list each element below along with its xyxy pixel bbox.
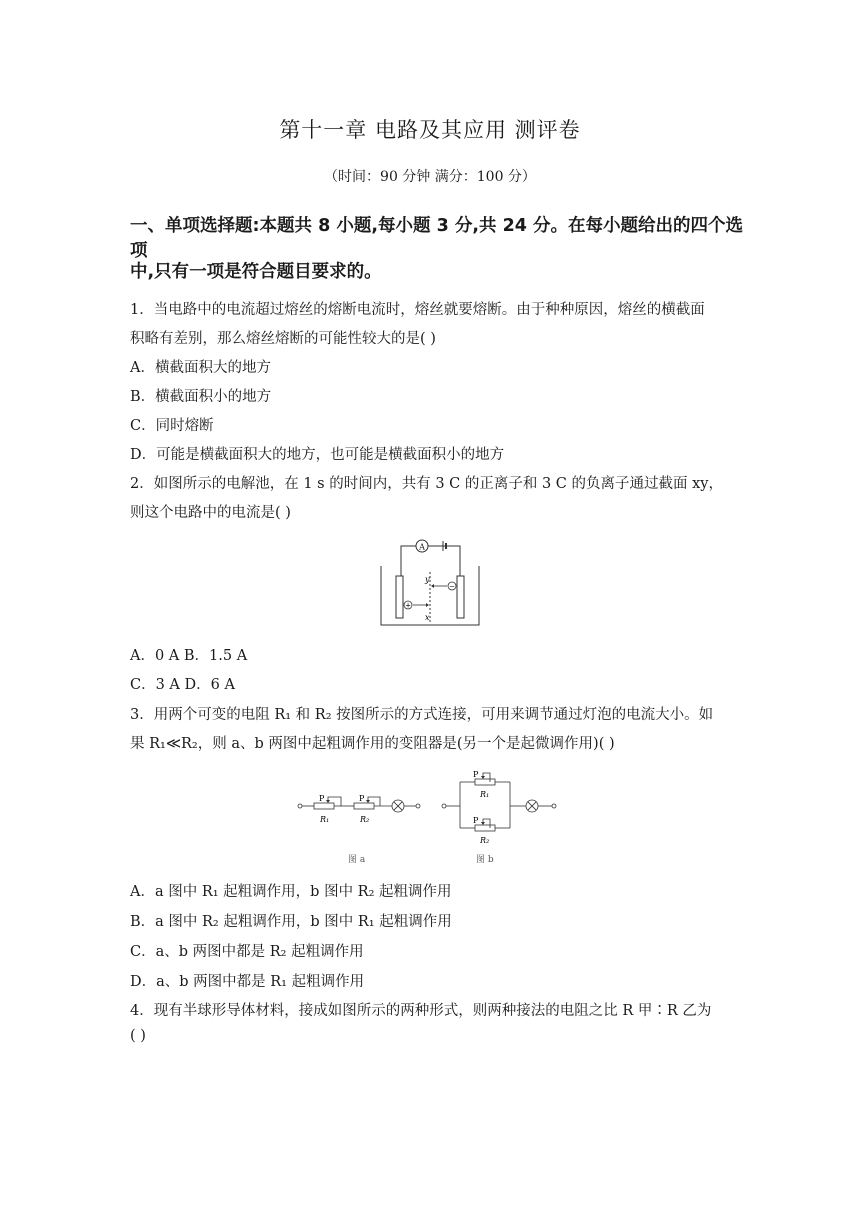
q4-stem-line2: ( ) bbox=[130, 1028, 146, 1044]
rheostat-r2-icon bbox=[354, 803, 374, 809]
svg-text:P: P bbox=[473, 770, 479, 779]
svg-text:图 a: 图 a bbox=[348, 855, 366, 865]
q2-stem-line2: 则这个电路中的电流是( ) bbox=[130, 505, 291, 521]
q1-stem-line1: 1．当电路中的电流超过熔丝的熔断电流时，熔丝就要熔断。由于种种原因，熔丝的横截面 bbox=[130, 302, 705, 318]
svg-text:x: x bbox=[425, 613, 430, 622]
q3-option-b: B．a 图中 R₂ 起粗调作用，b 图中 R₁ 起粗调作用 bbox=[130, 914, 452, 930]
svg-text:R₁: R₁ bbox=[480, 790, 490, 799]
left-electrode bbox=[396, 576, 403, 618]
svg-text:R₂: R₂ bbox=[480, 836, 490, 845]
svg-text:P: P bbox=[359, 794, 365, 803]
electrolytic-cell-figure bbox=[376, 536, 484, 630]
svg-text:P: P bbox=[473, 816, 479, 825]
svg-text:y: y bbox=[425, 575, 430, 584]
rheostat-r2-icon bbox=[475, 825, 495, 831]
section-heading-line1: 一、单项选择题:本题共 8 小题,每小题 3 分,共 24 分。在每小题给出的四个选项 bbox=[130, 216, 744, 261]
q2-options-ab: A．0 A B．1.5 A bbox=[130, 648, 248, 664]
q2-stem-line1: 2．如图所示的电解池，在 1 s 的时间内，共有 3 C 的正离子和 3 C 的负离子通过截面 xy， bbox=[130, 476, 723, 492]
svg-text:P: P bbox=[319, 794, 325, 803]
exam-info: （时间：90 分钟 满分：100 分） bbox=[324, 169, 536, 185]
svg-text:A: A bbox=[419, 542, 425, 552]
q2-options-cd: C．3 A D．6 A bbox=[130, 677, 235, 693]
right-electrode bbox=[457, 576, 464, 618]
svg-text:−: − bbox=[449, 582, 455, 591]
svg-text:R₂: R₂ bbox=[360, 815, 370, 824]
rheostat-r1-icon bbox=[314, 803, 334, 809]
q1-option-c: C．同时熔断 bbox=[130, 418, 214, 434]
rheostat-r1-icon bbox=[475, 779, 495, 785]
q3-stem-line2: 果 R₁≪R₂，则 a、b 两图中起粗调作用的变阻器是(另一个是起微调作用)( ) bbox=[130, 736, 615, 752]
q1-option-a: A．横截面积大的地方 bbox=[130, 360, 271, 376]
section-heading-line2: 中,只有一项是符合题目要求的。 bbox=[130, 262, 382, 282]
q3-stem-line1: 3．用两个可变的电阻 R₁ 和 R₂ 按图所示的方式连接，可用来调节通过灯泡的电流大小。如 bbox=[130, 707, 714, 723]
q3-option-c: C．a、b 两图中都是 R₂ 起粗调作用 bbox=[130, 944, 364, 960]
q1-stem-line2: 积略有差别，那么熔丝熔断的可能性较大的是( ) bbox=[130, 331, 436, 347]
svg-text:R₁: R₁ bbox=[320, 815, 330, 824]
circuit-figure-b bbox=[440, 770, 566, 868]
q1-option-b: B．横截面积小的地方 bbox=[130, 389, 272, 405]
q4-stem-line1: 4．现有半球形导体材料，接成如图所示的两种形式，则两种接法的电阻之比 R 甲∶R 乙为 bbox=[130, 1003, 712, 1019]
q1-option-d: D．可能是横截面积大的地方，也可能是横截面积小的地方 bbox=[130, 447, 505, 463]
circuit-figure-a bbox=[296, 790, 428, 868]
svg-text:图 b: 图 b bbox=[476, 855, 494, 865]
q3-option-a: A．a 图中 R₁ 起粗调作用，b 图中 R₂ 起粗调作用 bbox=[130, 884, 452, 900]
page-title: 第十一章 电路及其应用 测评卷 bbox=[279, 118, 581, 142]
q3-option-d: D．a、b 两图中都是 R₁ 起粗调作用 bbox=[130, 974, 365, 990]
svg-text:+: + bbox=[405, 601, 411, 610]
